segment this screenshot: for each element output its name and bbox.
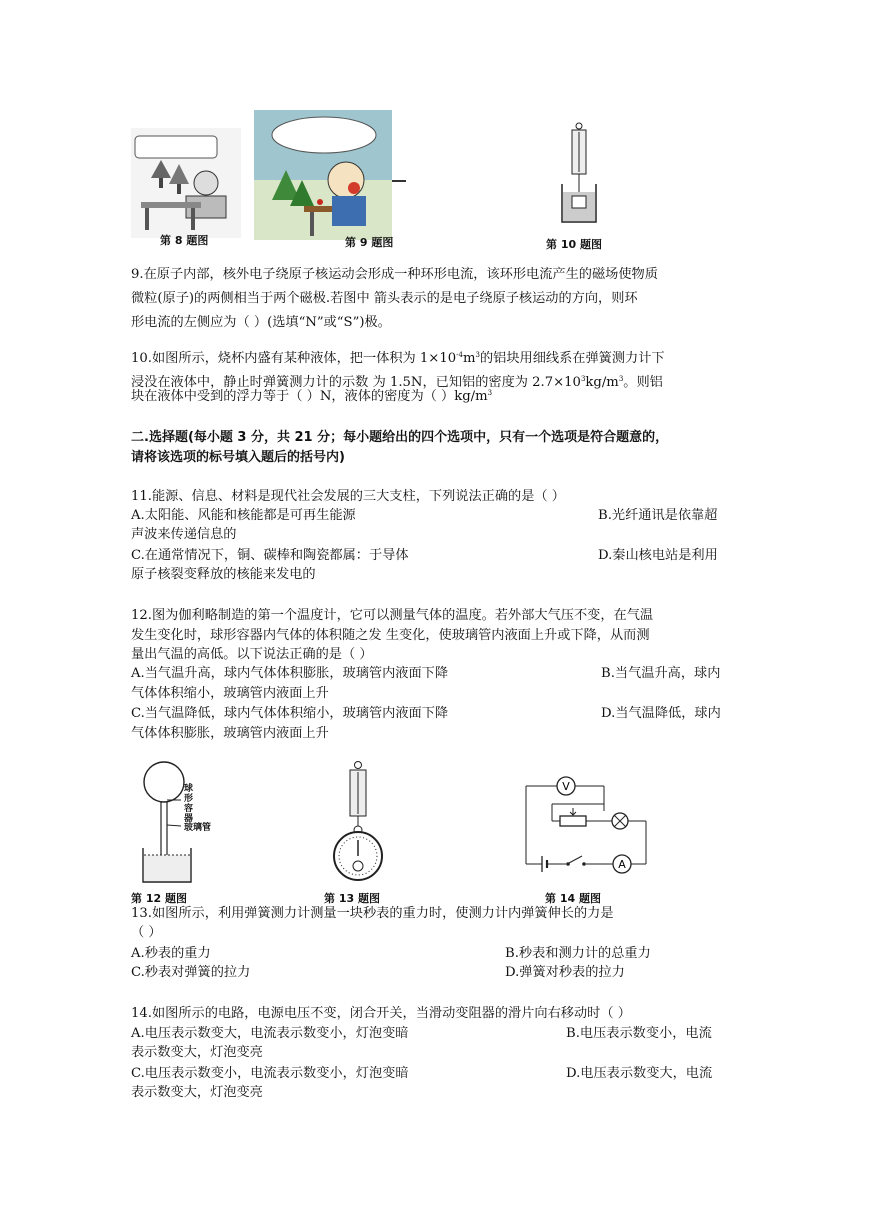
section-2-heading-line-2: 请将该选项的标号填入题后的括号内) [131,450,345,465]
q11-option-c: C.在通常情况下，铜、碳棒和陶瓷都属：于导体 [131,548,409,563]
figure-14-caption: 第 14 题图 [545,892,601,905]
q11-option-d-tail: 原子核裂变释放的核能来发电的 [131,567,316,582]
q12-line-1: 12.图为伽利略制造的第一个温度计，它可以测量气体的温度。若外部大气压不变，在气温 [131,608,654,623]
figure-10 [556,122,602,228]
figure-9-caption: 第 9 题图 [345,236,394,249]
q10-exponent-5: 3 [487,389,493,397]
q14-option-a: A.电压表示数变大，电流表示数变小，灯泡变暗 [131,1026,409,1041]
figure-12-label-ball: 球形容器 [184,784,194,824]
q14-option-d-head: D.电压表示数变大，电流 [566,1066,713,1081]
figure-12-label-tube: 玻璃管 [184,823,212,833]
spring-scale-beaker-image [556,122,602,228]
q13-option-a: A.秒表的重力 [131,946,211,961]
q14-option-c: C.电压表示数变小，电流表示数变小，灯泡变暗 [131,1066,409,1081]
q10-unit-2: kg/m [585,375,619,390]
voltmeter-label: V [562,780,570,793]
q12-option-b-head: B.当气温升高，球内 [601,666,721,681]
cartoon-boy-desk-image [131,128,241,238]
ammeter-label: A [618,858,626,871]
q13-option-b: B.秒表和测力计的总重力 [505,946,651,961]
q12-option-c: C.当气温降低，球内气体体积缩小，玻璃管内液面下降 [131,706,449,721]
q13-option-c: C.秒表对弹簧的拉力 [131,965,251,980]
q14-option-d-tail: 表示数变大，灯泡变亮 [131,1085,263,1100]
figure-8-caption: 第 8 题图 [160,234,209,247]
figure-8 [131,128,241,238]
q10-line-3 [131,387,492,406]
figure-13 [330,760,386,884]
q13-option-d: D.弹簧对秒表的拉力 [505,965,625,980]
figure-14 [522,766,652,876]
figure-12-caption: 第 12 题图 [131,892,187,905]
q13-line-1: 13.如图所示，利用弹簧测力计测量一块秒表的重力时，使测力计内弹簧伸长的力是 [131,906,614,921]
cartoon-boy-color-image [254,110,392,240]
q10-line-2-a: 浸没在液体中，静止时弹簧测力计的示数 为 1.5N，已知铝的密度为 2.7×10 [131,375,581,390]
q14-option-b-tail: 表示数变大，灯泡变亮 [131,1045,263,1060]
q11-stem: 11.能源、信息、材料是现代社会发展的三大支柱，下列说法正确的是（ ） [131,489,565,504]
q10-unit-1: m [462,351,476,366]
q14-stem: 14.如图所示的电路，电源电压不变，闭合开关，当滑动变阻器的滑片向右移动时（ ） [131,1006,631,1021]
q11-option-a: A.太阳能、风能和核能都是可再生能源 [131,508,356,523]
q13-line-2: （ ） [131,925,162,940]
q11-option-d-head: D.秦山核电站是利用 [598,548,718,563]
q10-line-1-a: 10.如图所示，烧杯内盛有某种液体，把一体积为 1×10 [131,351,457,366]
circuit-diagram [522,766,652,876]
q11-option-b-head: B.光纤通讯是依靠超 [598,508,718,523]
figure-10-caption: 第 10 题图 [546,238,602,251]
q9-line-2: 微粒(原子)的两侧相当于两个磁极.若图中 箭头表示的是电子绕原子核运动的方向，则环 [131,291,638,306]
q12-option-d-head: D.当气温降低，球内 [601,706,721,721]
q10-line-1 [131,349,665,368]
q10-exponent-4: 3 [618,375,624,383]
q10-exponent-1: -4 [456,351,463,359]
q12-option-a: A.当气温升高，球内气体体积膨胀，玻璃管内液面下降 [131,666,449,681]
q9-line-1: 9.在原子内部，核外电子绕原子核运动会形成一种环形电流，该环形电流产生的磁场使物质 [131,267,658,282]
section-2-heading-line-1: 二.选择题(每小题 3 分，共 21 分；每小题给出的四个选项中，只有一个选项是符合题意的， [131,430,669,445]
figure-13-caption: 第 13 题图 [324,892,380,905]
q10-exponent-2: 3 [475,351,480,359]
q10-exponent-3: 3 [580,375,586,383]
q14-option-b-head: B.电压表示数变小，电流 [566,1026,712,1041]
q10-line-3-a: 块在液体中受到的浮力等于（ ）N，液体的密度为（ ）kg/m [131,389,488,404]
q12-line-3: 量出气温的高低。以下说法正确的是（ ） [131,647,373,662]
figure-9-pointer [392,180,406,182]
q12-option-d-tail: 气体体积膨胀，玻璃管内液面上升 [131,726,329,741]
q10-line-2-c: 。则铝 [623,375,663,390]
q11-option-b-tail: 声波来传递信息的 [131,527,237,542]
q10-line-1-c: 的铝块用细线系在弹簧测力计下 [479,351,665,366]
q9-line-3: 形电流的左侧应为（ ）(选填“N”或“S”)极。 [131,315,391,330]
figure-9 [254,110,392,240]
q12-line-2: 发生变化时，球形容器内气体的体积随之发 生变化，使玻璃管内液面上升或下降，从而测 [131,628,650,643]
q12-option-b-tail: 气体体积缩小，玻璃管内液面上升 [131,686,329,701]
spring-scale-stopwatch-diagram [330,760,386,884]
